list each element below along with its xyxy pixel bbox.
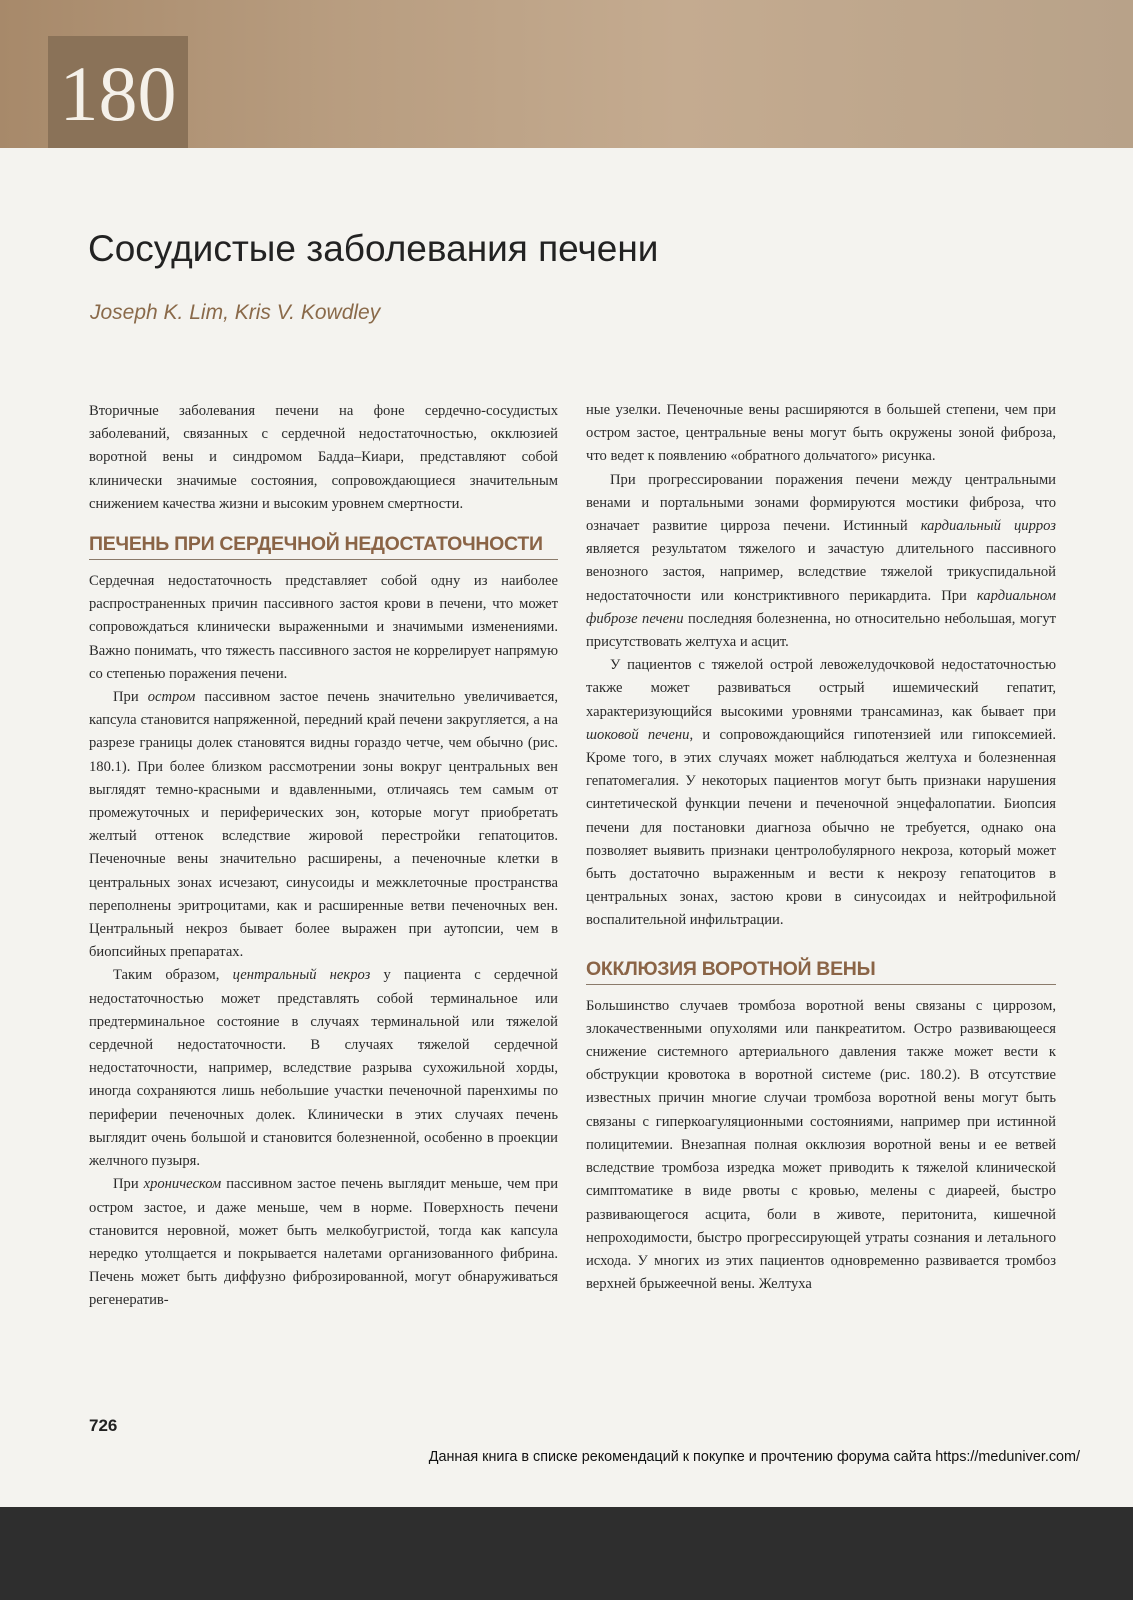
chapter-authors: Joseph K. Lim, Kris V. Kowdley	[90, 301, 381, 324]
chapter-number: 180	[59, 50, 177, 137]
section-heading-cardiac: ПЕЧЕНЬ ПРИ СЕРДЕЧНОЙ НЕДОСТАТОЧНОСТИ	[89, 532, 558, 560]
chapter-title: Сосудистые заболевания печени	[88, 228, 659, 269]
term-emphasis: хроническом	[143, 1176, 222, 1193]
right-column	[586, 399, 1056, 1296]
paragraph: Сердечная недостаточность представляет собой одну из наиболее распространенных причин пассивного застоя крови в печени, что может сопровождаться клинически выраженными и значимыми изменениями. Важно понимать, что тяжесть пассивного застоя не коррелирует напрямую со степенью поражения печени.	[89, 573, 558, 682]
intro-paragraph: Вторичные заболевания печени на фоне сердечно-сосудистых заболеваний, связанных с сердечной недостаточностью, окклюзией воротной вены и синдромом Бадда–Киари, представляют собой клинически значимые состояния, сопровождающиеся значительным снижением качества жизни и высоким уровнем смертности.	[89, 403, 558, 512]
watermark-text: Данная книга в списке рекомендаций к покупке и прочтению форума сайта https://meduniver.com/	[428, 1449, 1080, 1465]
term-emphasis: центральный некроз	[232, 967, 371, 984]
paragraph: Таким образом, центральный некроз у пациента с сердечной недостаточностью может представлять собой терминальное или предтерминальное состояние в случаях терминальной или тяжелой сердечной недостаточности. В случаях тяжелой сердечной недостаточности, например, вследствие разрыва сухожильной хорды, иногда сохраняются лишь небольшие участки печеночной паренхимы по периферии печеночных долек. Клинически в этих случаях печень выглядит очень большой и становится болезненной, особенно в проекции желчного пузыря.	[89, 967, 558, 1170]
term-emphasis: кардиальном фиброзе печени	[586, 587, 1056, 627]
paragraph: ные узелки. Печеночные вены расширяются в большей степени, чем при остром застое, центральные вены могут быть окружены зоной фиброза, что ведет к появлению «обратного дольчатого» рисунка.	[586, 402, 1056, 465]
section-heading-portal-vein: ОККЛЮЗИЯ ВОРОТНОЙ ВЕНЫ	[586, 957, 1056, 985]
paragraph: При остром пассивном застое печень значительно увеличивается, капсула становится напряженной, передний край печени закругляется, а на разрезе границы долек становятся видны гораздо четче, чем обычно (рис. 180.1). При более близком рассмотрении зоны вокруг центральных вен выглядят темно-красными и вдавленными, отличаясь тем самым от промежуточных и периферических зон, которые могут приобретать желтый оттенок вследствие жировой перестройки гепатоцитов. Печеночные вены значительно расширены, а печеночные клетки в центральных зонах исчезают, синусоиды и межклеточные пространства переполнены эритроцитами, как и расширенные ветви печеночных вен. Центральный некроз бывает более выражен при аутопсии, чем в биопсийных препаратах.	[89, 689, 558, 961]
paragraph: При прогрессировании поражения печени между центральными венами и портальными зонами формируются мостики фиброза, что означает развитие цирроза печени. Истинный кардиальный цирроз является результатом тяжелого и зачастую длительного пассивного венозного застоя, например, вследствие тяжелой трикуспидальной недостаточности или констриктивного перикардита. При кардиальном фиброзе печени последняя болезненна, но относительно небольшая, могут присутствовать желтуха и асцит.	[586, 471, 1056, 651]
paragraph: У пациентов с тяжелой острой левожелудочковой недостаточностью также может развиваться острый ишемический гепатит, характеризующийся высокими уровнями трансаминаз, как бывает при шоковой печени, и сопровождающийся гипотензией или гипоксемией. Кроме того, в этих случаях может наблюдаться желтуха и болезненная гепатомегалия. У некоторых пациентов могут быть признаки нарушения синтетической функции печени и печеночной энцефалопатии. Биопсия печени для постановки диагноза обычно не требуется, однако она позволяет выявить признаки центролобулярного некроза, который может быть достаточно выраженным и вести к некрозу гепатоцитов в центральных зонах, застою крови в синусоидах и нейтрофильной воспалительной инфильтрации.	[586, 657, 1056, 929]
term-emphasis: шоковой печени	[586, 726, 690, 743]
paragraph: При хроническом пассивном застое печень выглядит меньше, чем при остром застое, и даже меньше, чем в норме. Поверхность печени становится неровной, может быть мелкобугристой, тогда как капсула нередко утолщается и покрывается налетами организованного фибрина. Печень может быть диффузно фиброзированной, могут обнаруживаться регенератив-	[89, 1176, 558, 1309]
term-emphasis: кардиальный цирроз	[920, 518, 1056, 535]
chapter-number-box	[48, 36, 188, 148]
left-column	[89, 400, 558, 1313]
page-number: 726	[89, 1416, 118, 1435]
paragraph: Большинство случаев тромбоза воротной вены связаны с циррозом, злокачественными опухолями или панкреатитом. Остро развивающееся снижение системного артериального давления также может вести к обструкции кровотока в воротной системе (рис. 180.2). В отсутствие известных причин многие случаи тромбоза воротной вены могут быть связаны с гиперкоагуляционными состояниями, например при истинной полицитемии. Внезапная полная окклюзия воротной вены и ее ветвей вследствие тромбоза изредка может приводить к тяжелой клинической симптоматике в виде рвоты с кровью, мелены с диареей, быстро развивающегося асцита, боли в животе, перитонита, кишечной непроходимости, быстро прогрессирующей утраты сознания и летального исхода. У многих из этих пациентов одновременно развивается тромбоз верхней брыжеечной вены. Желтуха	[586, 997, 1056, 1293]
term-emphasis: остром	[147, 689, 196, 706]
